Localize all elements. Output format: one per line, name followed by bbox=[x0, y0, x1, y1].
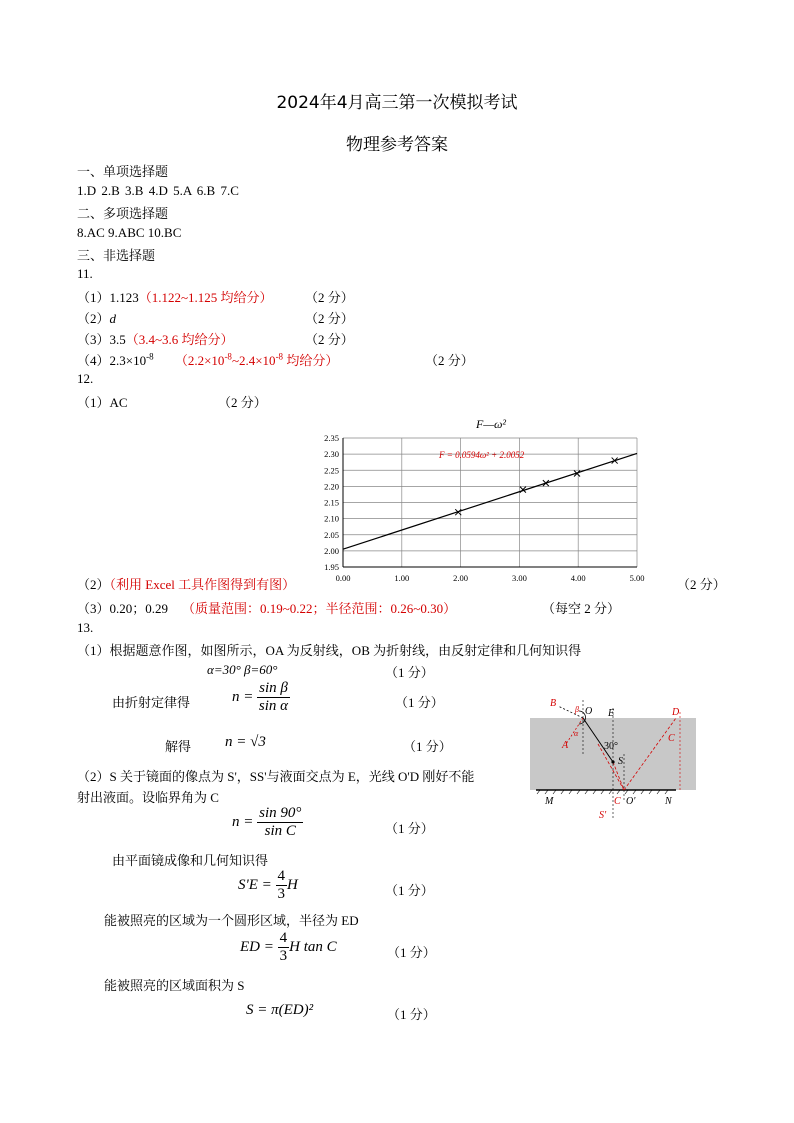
document-subtitle: 物理参考答案 bbox=[346, 135, 448, 155]
x-tick-label: 0.00 bbox=[335, 573, 351, 583]
q11-part1-label: （1）1.123 bbox=[77, 290, 139, 305]
q13-area-label: 能被照亮的区域面积为 S bbox=[104, 978, 245, 993]
q13-n-result-score: （1 分） bbox=[403, 739, 452, 754]
q12-part3-note: （质量范围：0.19~0.22；半径范围：0.26~0.30） bbox=[182, 601, 457, 616]
q12-part2-score: （2 分） bbox=[677, 577, 726, 592]
q11-part3-label: （3）3.5 bbox=[77, 332, 126, 347]
q11-part1-note: （1.122~1.125 均给分） bbox=[138, 290, 273, 305]
q12-part3-label: （3）0.20；0.29 bbox=[77, 601, 169, 616]
ray-ob bbox=[558, 706, 583, 718]
q12-part3-score: （每空 2 分） bbox=[542, 601, 621, 616]
y-tick-label: 2.05 bbox=[324, 529, 339, 540]
q11-part2-label: （2） bbox=[77, 311, 110, 326]
y-tick-label: 1.95 bbox=[324, 562, 339, 572]
q11-part2-var: d bbox=[109, 311, 117, 326]
q11-part4-note: （$2.2\times 10^{-8}\sim 2.4\times 10^{-8}$ 均给分） bbox=[174, 351, 339, 368]
q12-part2-note: （利用 Excel 工具作图得到有图） bbox=[109, 577, 296, 592]
q11-part4-exp: -8 bbox=[146, 351, 154, 362]
question-13-number: 13. bbox=[77, 620, 94, 635]
q13-critical-score: （1 分） bbox=[385, 821, 434, 836]
trendline-equation: F = 0.0594ω² + 2.0052 bbox=[439, 450, 525, 460]
y-tick-label: 2.30 bbox=[324, 449, 339, 460]
diagram-label: D bbox=[672, 707, 680, 718]
q11-part4-label: （4）2.3×10 bbox=[77, 353, 147, 368]
diagram-label: O bbox=[585, 706, 593, 717]
q13-part2-line2: 射出液面。设临界角为 C bbox=[77, 790, 219, 805]
q11-part2 bbox=[77, 308, 116, 327]
document-title: 2024年4月高三第一次模拟考试 bbox=[276, 93, 518, 113]
q13-area-score: （1 分） bbox=[387, 1007, 436, 1022]
section-heading-non-choice: 三、非选择题 bbox=[77, 248, 156, 263]
q13-angles: α=30° β=60° bbox=[207, 662, 278, 677]
q13-region-label: 能被照亮的区域为一个圆形区域，半径为 ED bbox=[104, 913, 359, 928]
y-tick-label: 2.20 bbox=[324, 481, 339, 492]
q11-part1-score: （2 分） bbox=[305, 290, 354, 305]
optics-diagram bbox=[528, 694, 700, 824]
x-tick-label: 3.00 bbox=[511, 573, 527, 583]
q13-n-result: n = √3 bbox=[225, 734, 266, 750]
q11-part4-score: （2 分） bbox=[425, 353, 474, 368]
x-tick-label: 2.00 bbox=[453, 573, 469, 583]
q13-intro: （1）根据题意作图，如图所示，OA 为反射线，OB 为折射线，由反射定律和几何知识得 bbox=[77, 643, 582, 658]
q13-refraction-score: （1 分） bbox=[395, 695, 444, 710]
diagram-label: S' bbox=[599, 810, 607, 821]
diagram-label: β bbox=[575, 705, 579, 714]
x-tick-label: 5.00 bbox=[629, 573, 645, 583]
diagram-label: 30° bbox=[604, 741, 618, 752]
multi-choice-answers: 8.AC 9.ABC 10.BC bbox=[77, 225, 182, 240]
f-omega-chart bbox=[305, 412, 655, 587]
q13-part2-line1: （2）S 关于镜面的像点为 S'，SS'与液面交点为 E，光线 O'D 刚好不能 bbox=[77, 769, 475, 784]
q13-solve-label: 解得 bbox=[165, 739, 192, 754]
q11-part1 bbox=[77, 287, 273, 306]
q11-part3-note: （3.4~3.6 均给分） bbox=[125, 332, 234, 347]
diagram-label: S bbox=[618, 756, 623, 767]
section-heading-multi-choice: 二、多项选择题 bbox=[77, 206, 169, 221]
x-tick-label: 1.00 bbox=[394, 573, 410, 583]
y-tick-label: 2.00 bbox=[324, 545, 339, 556]
q13-ed-score: （1 分） bbox=[387, 945, 436, 960]
diagram-label: α bbox=[574, 729, 579, 738]
x-tick-label: 4.00 bbox=[570, 573, 586, 583]
q11-part3 bbox=[77, 329, 234, 348]
section-heading-single-choice: 一、单项选择题 bbox=[77, 164, 169, 179]
question-11-number: 11. bbox=[77, 266, 93, 281]
diagram-label: C bbox=[668, 733, 675, 744]
q13-area-eq: S = π(ED)² bbox=[246, 1002, 314, 1018]
single-choice-answers: 1.D 2.B 3.B 4.D 5.A 6.B 7.C bbox=[77, 183, 239, 198]
y-tick-label: 2.35 bbox=[324, 433, 339, 443]
question-12-number: 12. bbox=[77, 371, 94, 386]
q12-part2-label: （2） bbox=[77, 577, 110, 592]
q11-part4 bbox=[77, 350, 338, 369]
diagram-label: A bbox=[562, 740, 569, 751]
q11-part2-score: （2 分） bbox=[305, 311, 354, 326]
q13-ed-eq: ED = $\frac{4}{3}$ H tan C bbox=[240, 930, 337, 964]
q13-angles-score: （1 分） bbox=[385, 665, 434, 680]
y-tick-label: 2.15 bbox=[324, 497, 339, 508]
q12-part3 bbox=[77, 598, 456, 617]
q13-mirror-label: 由平面镜成像和几何知识得 bbox=[112, 853, 269, 868]
q13-critical-eq: n = $\frac{\sin 90^\circ}{\text{sin C}}$ bbox=[232, 805, 302, 839]
q11-part3-score: （2 分） bbox=[305, 332, 354, 347]
y-tick-label: 2.25 bbox=[324, 465, 339, 476]
q13-refraction-eq: n = $\frac{\text{sin β}}{\text{sin α}}$ bbox=[232, 680, 289, 714]
diagram-label: O' bbox=[626, 796, 636, 807]
diagram-label: M bbox=[545, 796, 554, 807]
y-tick-label: 2.10 bbox=[324, 513, 339, 524]
diagram-label: E bbox=[608, 708, 615, 719]
q12-part1-label: （1）AC bbox=[77, 395, 128, 410]
diagram-label: C bbox=[614, 796, 621, 807]
diagram-label: N bbox=[665, 796, 672, 807]
diagram-label: B bbox=[550, 698, 557, 709]
q12-part1-score: （2 分） bbox=[218, 395, 267, 410]
q13-se-eq: S'E = $\frac{4}{3}$ H bbox=[238, 868, 298, 902]
chart-title: F—ω² bbox=[475, 417, 507, 431]
q13-law-label: 由折射定律得 bbox=[112, 695, 191, 710]
q12-part2 bbox=[77, 574, 295, 593]
q13-se-score: （1 分） bbox=[385, 883, 434, 898]
